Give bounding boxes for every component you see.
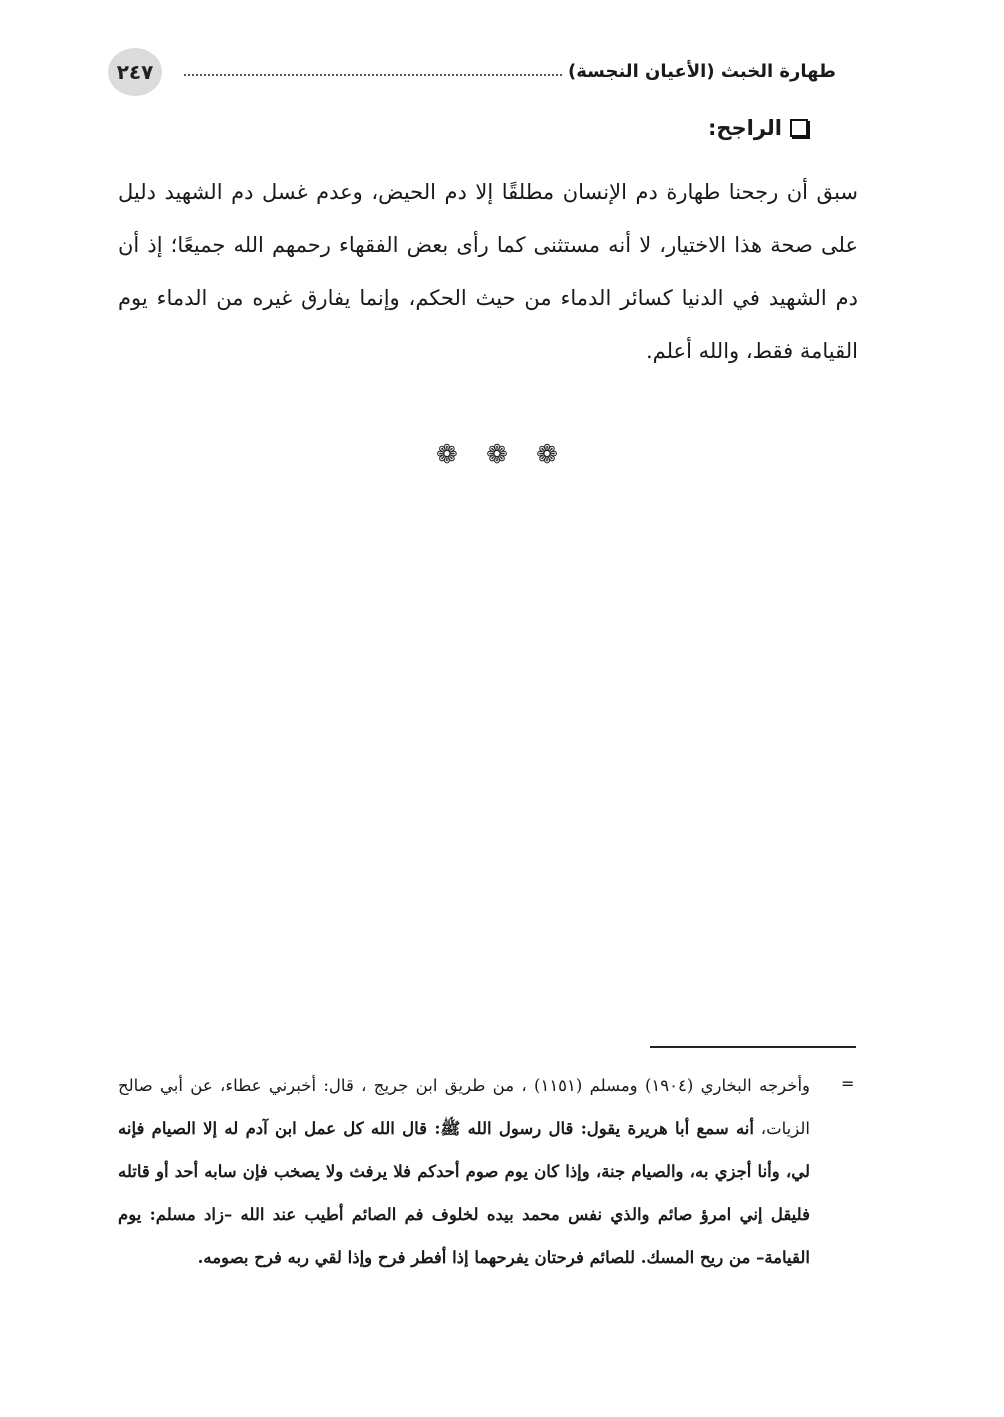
footnote-continuation-marker: =: [841, 1074, 855, 1093]
page-number-text: ٢٤٧: [116, 60, 154, 84]
running-header: [184, 56, 842, 86]
footnote-separator: [650, 1046, 856, 1048]
main-paragraph-block: [118, 166, 858, 378]
page-number: [108, 48, 162, 96]
section-heading-text: الراجح:: [707, 116, 782, 140]
main-paragraph: سبق أن رجحنا طهارة دم الإنسان مطلقًا إلا دم الحيض، وعدم غسل دم الشهيد دليل على صحة هذا الاختيار، لا أنه مستثنى كما رأى بعض الفقهاء رحمهم الله جميعًا؛ إذ أن دم الشهيد في الدنيا كسائر الدماء من حيث الحكم، وإنما يفارق غيره من الدماء يوم القيامة فقط، والله أعلم.: [118, 180, 858, 363]
footnote-paragraph: [118, 1064, 810, 1279]
header-dotted-leader: [184, 74, 562, 76]
running-title: طهارة الخبث (الأعيان النجسة): [568, 60, 836, 82]
section-heading: [708, 116, 808, 140]
checkbox-icon: [790, 119, 808, 137]
footnote-hadith-text: أنه سمع أبا هريرة يقول: قال رسول الله ﷺ: قال الله كل عمل ابن آدم له إلا الصيام فإنه لي، وأنا أجزي به، والصيام جنة، وإذا كان يوم صوم أحدكم فلا يرفث ولا يصخب فإن سابه أحد أو قاتله فليقل إني امرؤ صائم والذي نفس محمد بيده لخلوف فم الصائم أطيب عند الله –زاد مسلم: يوم القيامة– من ريح المسك. للصائم فرحتان يفرحهما إذا أفطر فرح وإذا لقي ربه فرح بصومه.: [118, 1119, 810, 1267]
section-divider-ornament: ❁ ❁ ❁: [436, 440, 568, 470]
footnote-block: [118, 1064, 810, 1279]
footnote-intro: وأخرجه البخاري (١٩٠٤) ومسلم (١١٥١) ، من طريق ابن جريج ، قال: أخبرني عطاء، عن أبي صالح الزيات،: [118, 1076, 810, 1138]
